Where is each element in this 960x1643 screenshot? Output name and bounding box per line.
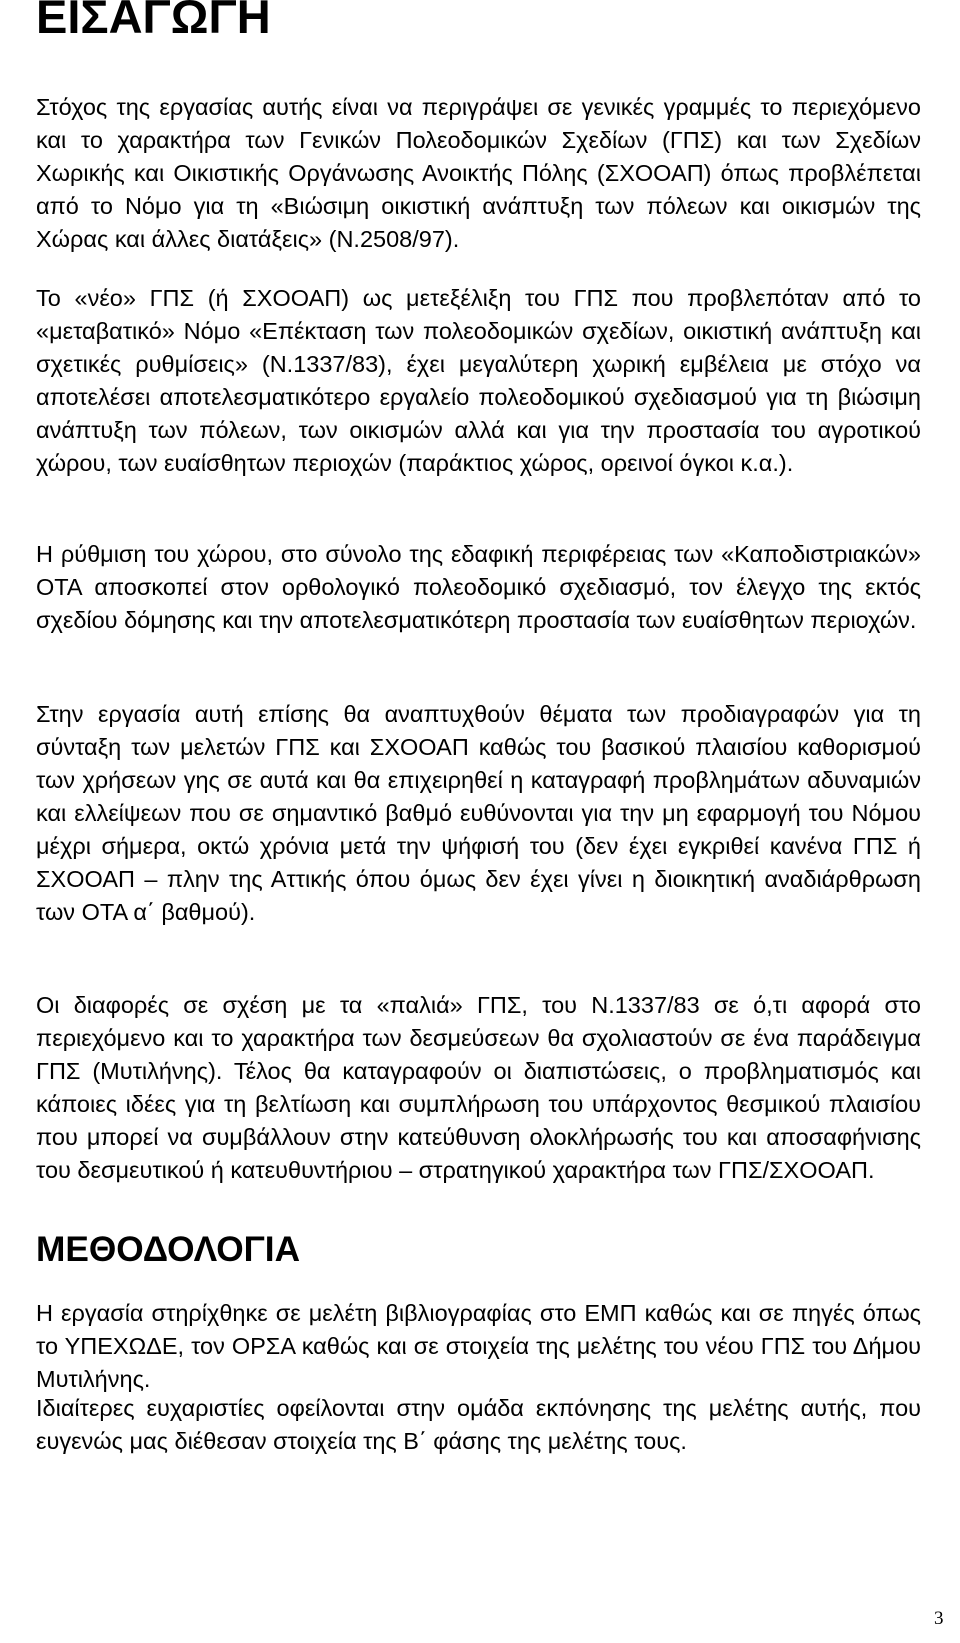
methodology-heading: ΜΕΘΟΔΟΛΟΓΙΑ — [36, 1230, 301, 1269]
intro-paragraph-4: Στην εργασία αυτή επίσης θα αναπτυχθούν θέματα των προδιαγραφών για τη σύνταξη των μελετών ΓΠΣ και ΣΧΟΟΑΠ καθώς του βασικού πλαισίου καθορισμού των χρήσεων γης σε αυτά και θα επιχειρηθεί η καταγραφή προβλημάτων αδυναμιών και ελλείψεων που σε σημαντικό βαθμό ευθύνονται για την μη εφαρμογή του Νόμου μέχρι σήμερα, οκτώ χρόνια μετά την ψήφισή του (δεν έχει εγκριθεί κανένα ΓΠΣ ή ΣΧΟΟΑΠ – πλην της Αττικής όπου όμως δεν έχει γίνει η διοικητική αναδιάρθρωση των ΟΤΑ α΄ βαθμού). — [36, 701, 921, 925]
methodology-paragraph-2: Ιδιαίτερες ευχαριστίες οφείλονται στην ομάδα εκπόνησης της μελέτης αυτής, που ευγενώς μας διέθεσαν στοιχεία της Β΄ φάσης της μελέτης τους. — [36, 1395, 921, 1454]
page-number: 3 — [934, 1608, 944, 1629]
methodology-paragraph-1: Η εργασία στηρίχθηκε σε μελέτη βιβλιογραφίας στο ΕΜΠ καθώς και σε πηγές όπως το ΥΠΕΧΩΔΕ, τον ΟΡΣΑ καθώς και σε στοιχεία της μελέτης του νέου ΓΠΣ του Δήμου Μυτιλήνης. — [36, 1300, 921, 1392]
intro-paragraph-1: Στόχος της εργασίας αυτής είναι να περιγράψει σε γενικές γραμμές το περιεχόμενο και το χαρακτήρα των Γενικών Πολεοδομικών Σχεδίων (ΓΠΣ) και των Σχεδίων Χωρικής και Οικιστικής Οργάνωσης Ανοικτής Πόλης (ΣΧΟΟΑΠ) όπως προβλέπεται από το Νόμο για τη «Βιώσιμη οικιστική ανάπτυξη των πόλεων και οικισμών της Χώρας και άλλες διατάξεις» (Ν.2508/97). — [36, 94, 921, 252]
intro-paragraph-3: Η ρύθμιση του χώρου, στο σύνολο της εδαφική περιφέρειας των «Καποδιστριακών» ΟΤΑ αποσκοπεί στον ορθολογικό πολεοδομικό σχεδιασμό, τον έλεγχο της εκτός σχεδίου δόμησης και την αποτελεσματικότερη προστασία των ευαίσθητων περιοχών. — [36, 541, 921, 633]
intro-paragraph-2: Το «νέο» ΓΠΣ (ή ΣΧΟΟΑΠ) ως μετεξέλιξη του ΓΠΣ που προβλεπόταν από το «μεταβατικό» Νόμο «Επέκταση των πολεοδομικών σχεδίων, οικιστική ανάπτυξη και σχετικές ρυθμίσεις» (Ν.1337/83), έχει μεγαλύτερη χωρική εμβέλεια με στόχο να αποτελέσει αποτελεσματικότερο εργαλείο πολεοδομικού σχεδιασμού για τη βιώσιμη ανάπτυξη των πόλεων, των οικισμών αλλά και για την προστασία του αγροτικού χώρου, των ευαίσθητων περιοχών (παράκτιος χώρος, ορεινοί όγκοι κ.α.). — [36, 285, 921, 476]
introduction-heading: ΕΙΣΑΓΩΓΗ — [36, 0, 271, 43]
intro-paragraph-5: Οι διαφορές σε σχέση με τα «παλιά» ΓΠΣ, του Ν.1337/83 σε ό,τι αφορά στο περιεχόμενο και το χαρακτήρα των δεσμεύσεων θα σχολιαστούν σε ένα παράδειγμα ΓΠΣ (Μυτιλήνης). Τέλος θα καταγραφούν οι διαπιστώσεις, ο προβληματισμός και κάποιες ιδέες για τη βελτίωση και συμπλήρωση του υπάρχοντος θεσμικού πλαισίου που μπορεί να συμβάλλουν στην κατεύθυνση ολοκλήρωσής του και αποσαφήνισης του δεσμευτικού ή κατευθυντήριου – στρατηγικού χαρακτήρα των ΓΠΣ/ΣΧΟΟΑΠ. — [36, 992, 921, 1183]
